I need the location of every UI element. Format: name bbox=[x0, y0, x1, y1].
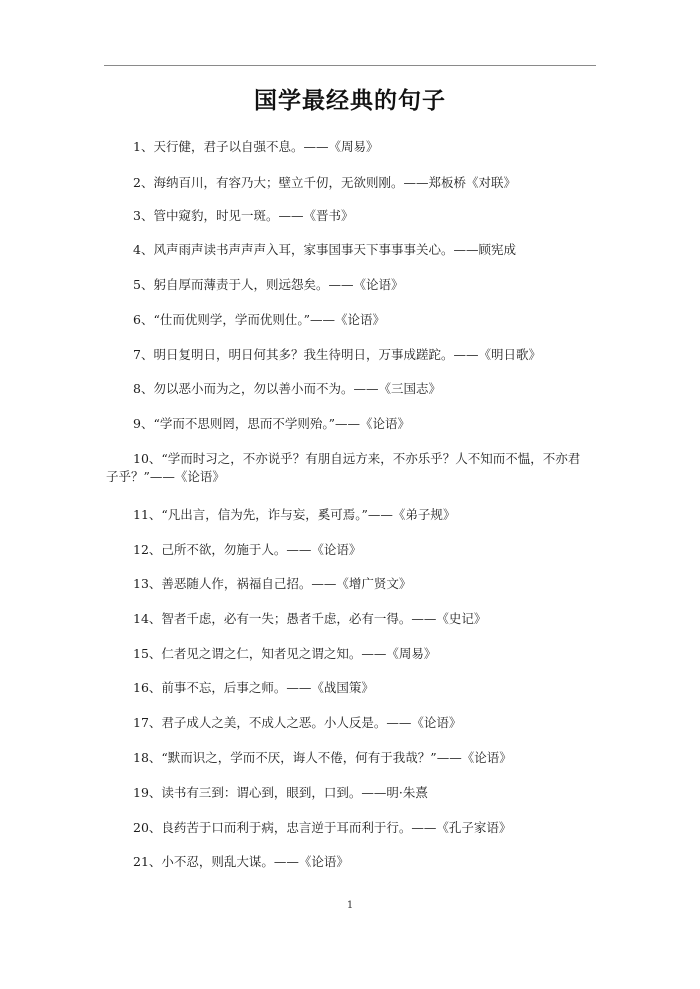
quote-item: 7、明日复明日，明日何其多？我生待明日，万事成蹉跎。——《明日歌》 bbox=[133, 347, 541, 362]
quote-item: 19、读书有三到：谓心到，眼到，口到。——明·朱熹 bbox=[133, 785, 428, 800]
quote-item: 12、己所不欲，勿施于人。——《论语》 bbox=[133, 542, 362, 557]
quote-item: 5、躬自厚而薄责于人，则远怨矣。——《论语》 bbox=[133, 277, 404, 292]
quote-item: 14、智者千虑，必有一失；愚者千虑，必有一得。——《史记》 bbox=[133, 611, 487, 626]
quote-item: 15、仁者见之谓之仁，知者见之谓之知。——《周易》 bbox=[133, 646, 437, 661]
quote-item: 6、“仕而优则学，学而优则仕。”——《论语》 bbox=[133, 312, 385, 327]
quote-item: 17、君子成人之美，不成人之恶。小人反是。——《论语》 bbox=[133, 715, 462, 730]
quote-item: 4、风声雨声读书声声声入耳，家事国事天下事事事关心。——顾宪成 bbox=[133, 242, 516, 257]
quote-item: 9、“学而不思则罔，思而不学则殆。”——《论语》 bbox=[133, 416, 410, 431]
quote-item: 8、勿以恶小而为之，勿以善小而不为。——《三国志》 bbox=[133, 381, 441, 396]
quote-item: 10、“学而时习之，不亦说乎？有朋自远方来，不亦乐乎？人不知而不愠，不亦君子乎？”——《论语》 bbox=[106, 451, 581, 484]
quote-item: 2、海纳百川，有容乃大；壁立千仞，无欲则刚。——郑板桥《对联》 bbox=[133, 175, 516, 190]
page-number: 1 bbox=[346, 900, 354, 911]
quote-item: 21、小不忍，则乱大谋。——《论语》 bbox=[133, 854, 349, 869]
quote-item: 18、“默而识之，学而不厌，诲人不倦，何有于我哉？”——《论语》 bbox=[133, 750, 512, 765]
quote-item: 20、良药苦于口而利于病，忠言逆于耳而利于行。——《孔子家语》 bbox=[133, 820, 512, 835]
quote-item: 11、“凡出言，信为先，诈与妄，奚可焉。”——《弟子规》 bbox=[133, 507, 456, 522]
quote-item: 16、前事不忘，后事之师。——《战国策》 bbox=[133, 680, 374, 695]
quote-item: 13、善恶随人作，祸福自己招。——《增广贤文》 bbox=[133, 576, 412, 591]
quote-item: 1、天行健，君子以自强不息。——《周易》 bbox=[133, 139, 379, 154]
document-title: 国学最经典的句子 bbox=[254, 87, 446, 114]
header-rule bbox=[104, 65, 596, 66]
quote-item: 3、管中窥豹，时见一斑。——《晋书》 bbox=[133, 208, 354, 223]
